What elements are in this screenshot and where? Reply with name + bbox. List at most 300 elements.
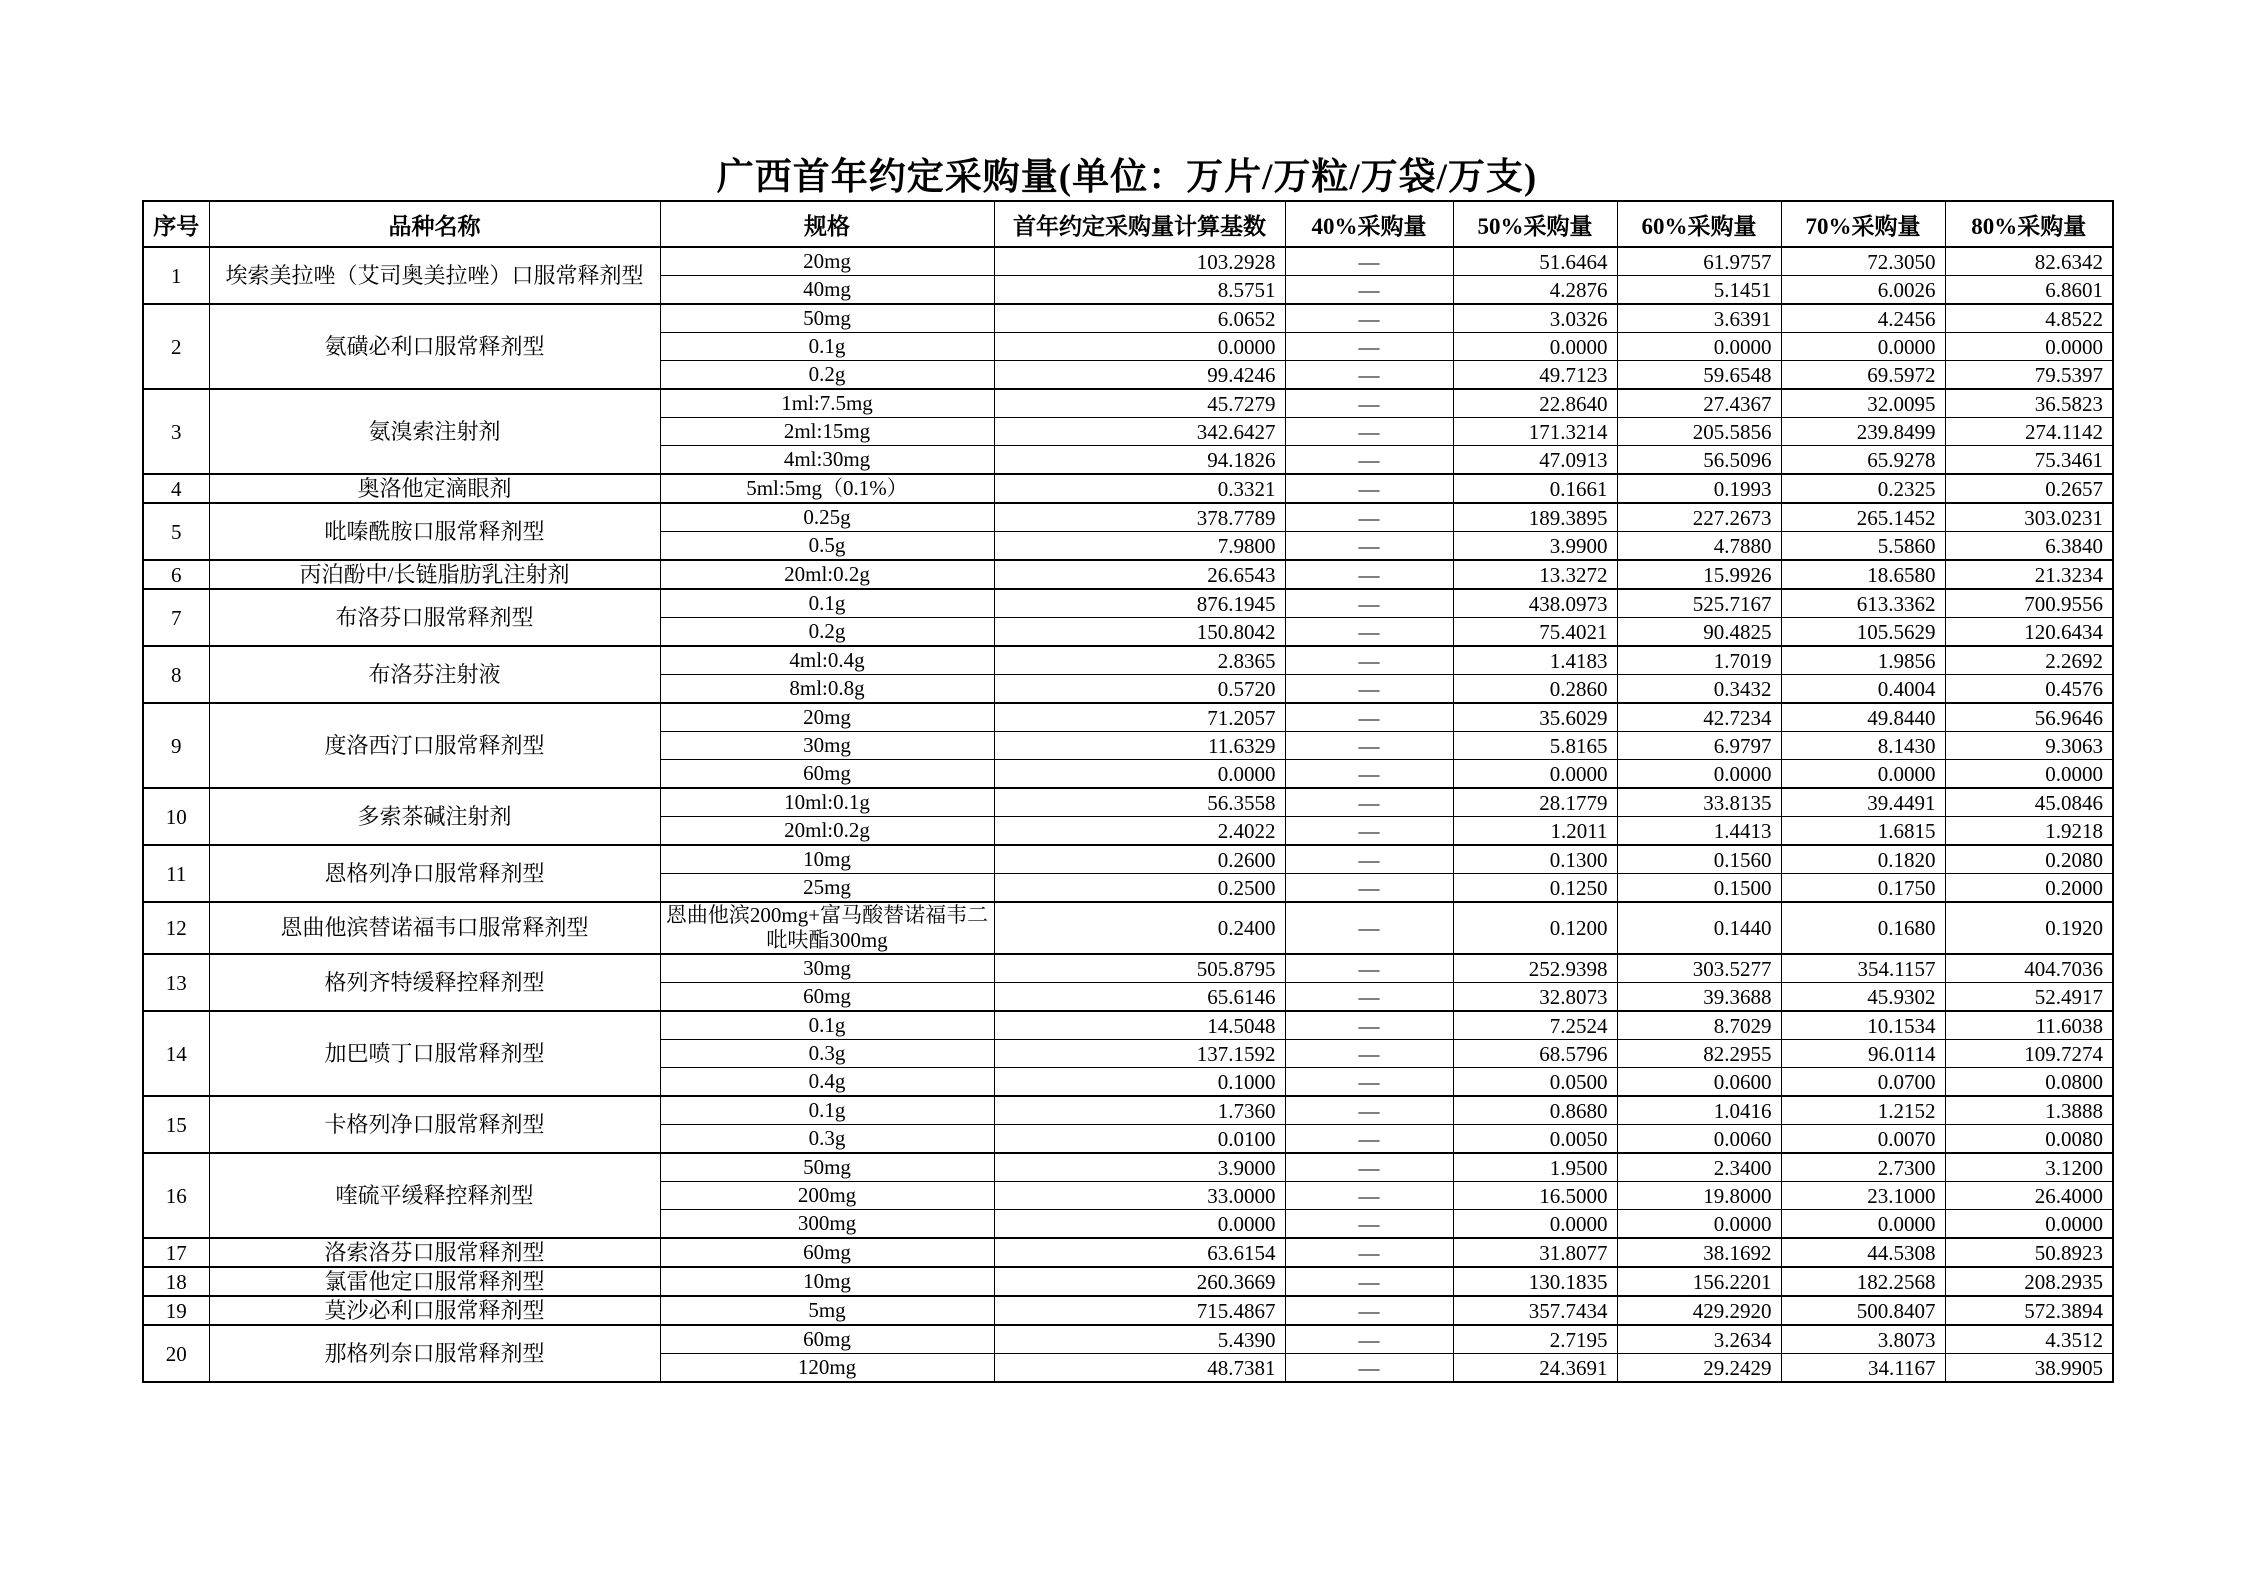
qty-50-cell: 28.1779 <box>1453 788 1617 817</box>
qty-50-cell: 7.2524 <box>1453 1011 1617 1040</box>
qty-40-cell: — <box>1285 1040 1453 1068</box>
serial-cell: 19 <box>143 1296 209 1325</box>
table-row <box>143 954 2113 983</box>
qty-70-cell: 49.8440 <box>1781 703 1945 732</box>
qty-40-cell: — <box>1285 845 1453 874</box>
product-name-cell: 布洛芬口服常释剂型 <box>209 589 660 646</box>
serial-cell: 3 <box>143 389 209 474</box>
base-quantity-cell: 2.8365 <box>994 646 1285 675</box>
spec-cell: 恩曲他滨200mg+富马酸替诺福韦二吡呋酯300mg <box>660 902 994 954</box>
base-quantity-cell: 11.6329 <box>994 732 1285 760</box>
qty-80-cell: 38.9905 <box>1945 1354 2113 1383</box>
spec-cell: 60mg <box>660 1325 994 1354</box>
spec-cell: 0.1g <box>660 1011 994 1040</box>
serial-cell: 15 <box>143 1096 209 1153</box>
qty-50-cell: 13.3272 <box>1453 560 1617 589</box>
product-name-cell: 卡格列净口服常释剂型 <box>209 1096 660 1153</box>
table-body <box>143 247 2113 1382</box>
spec-cell: 20ml:0.2g <box>660 817 994 846</box>
qty-70-cell: 96.0114 <box>1781 1040 1945 1068</box>
qty-70-cell: 0.0000 <box>1781 760 1945 789</box>
qty-40-cell: — <box>1285 503 1453 532</box>
qty-50-cell: 0.0000 <box>1453 333 1617 361</box>
spec-cell: 30mg <box>660 732 994 760</box>
spec-cell: 1ml:7.5mg <box>660 389 994 418</box>
table-row <box>143 1153 2113 1182</box>
table-row <box>143 646 2113 675</box>
serial-cell: 10 <box>143 788 209 845</box>
qty-80-cell: 45.0846 <box>1945 788 2113 817</box>
serial-cell: 5 <box>143 503 209 560</box>
table-header <box>143 201 2113 247</box>
qty-70-cell: 0.0000 <box>1781 1210 1945 1239</box>
spec-cell: 0.1g <box>660 589 994 618</box>
qty-40-cell: — <box>1285 1210 1453 1239</box>
qty-50-cell: 49.7123 <box>1453 361 1617 390</box>
spec-cell: 0.3g <box>660 1125 994 1154</box>
qty-60-cell: 0.1500 <box>1617 874 1781 903</box>
qty-50-cell: 0.1300 <box>1453 845 1617 874</box>
qty-70-cell: 10.1534 <box>1781 1011 1945 1040</box>
qty-40-cell: — <box>1285 1354 1453 1383</box>
qty-60-cell: 90.4825 <box>1617 618 1781 647</box>
base-quantity-cell: 3.9000 <box>994 1153 1285 1182</box>
qty-60-cell: 156.2201 <box>1617 1267 1781 1296</box>
qty-70-cell: 613.3362 <box>1781 589 1945 618</box>
base-quantity-cell: 0.2500 <box>994 874 1285 903</box>
qty-50-cell: 189.3895 <box>1453 503 1617 532</box>
qty-60-cell: 5.1451 <box>1617 276 1781 305</box>
product-name-cell: 恩曲他滨替诺福韦口服常释剂型 <box>209 902 660 954</box>
qty-70-cell: 6.0026 <box>1781 276 1945 305</box>
qty-60-cell: 3.6391 <box>1617 304 1781 333</box>
product-name-cell: 奥洛他定滴眼剂 <box>209 474 660 503</box>
base-quantity-cell: 26.6543 <box>994 560 1285 589</box>
qty-80-cell: 109.7274 <box>1945 1040 2113 1068</box>
header-base-quantity: 首年约定采购量计算基数 <box>994 201 1285 247</box>
qty-50-cell: 51.6464 <box>1453 247 1617 276</box>
qty-80-cell: 0.0000 <box>1945 1210 2113 1239</box>
qty-80-cell: 0.1920 <box>1945 902 2113 954</box>
spec-cell: 20mg <box>660 703 994 732</box>
qty-40-cell: — <box>1285 703 1453 732</box>
qty-80-cell: 0.0800 <box>1945 1068 2113 1097</box>
base-quantity-cell: 0.0000 <box>994 1210 1285 1239</box>
product-name-cell: 莫沙必利口服常释剂型 <box>209 1296 660 1325</box>
serial-cell: 16 <box>143 1153 209 1238</box>
qty-40-cell: — <box>1285 1182 1453 1210</box>
qty-80-cell: 1.3888 <box>1945 1096 2113 1125</box>
qty-50-cell: 0.0050 <box>1453 1125 1617 1154</box>
header-80-percent: 80%采购量 <box>1945 201 2113 247</box>
qty-40-cell: — <box>1285 1125 1453 1154</box>
qty-60-cell: 2.3400 <box>1617 1153 1781 1182</box>
qty-50-cell: 0.2860 <box>1453 675 1617 704</box>
table-row <box>143 1011 2113 1040</box>
qty-70-cell: 0.1750 <box>1781 874 1945 903</box>
qty-60-cell: 0.0000 <box>1617 760 1781 789</box>
qty-60-cell: 525.7167 <box>1617 589 1781 618</box>
base-quantity-cell: 8.5751 <box>994 276 1285 305</box>
spec-cell: 60mg <box>660 983 994 1012</box>
base-quantity-cell: 378.7789 <box>994 503 1285 532</box>
spec-cell: 0.1g <box>660 333 994 361</box>
base-quantity-cell: 56.3558 <box>994 788 1285 817</box>
serial-cell: 14 <box>143 1011 209 1096</box>
page-title: 广西首年约定采购量(单位：万片/万粒/万袋/万支) <box>716 157 1538 198</box>
qty-60-cell: 29.2429 <box>1617 1354 1781 1383</box>
product-name-cell: 格列齐特缓释控释剂型 <box>209 954 660 1011</box>
spec-cell: 0.2g <box>660 361 994 390</box>
spec-cell: 200mg <box>660 1182 994 1210</box>
qty-70-cell: 45.9302 <box>1781 983 1945 1012</box>
table-row <box>143 703 2113 732</box>
spec-cell: 0.1g <box>660 1096 994 1125</box>
table-row <box>143 503 2113 532</box>
spec-cell: 8ml:0.8g <box>660 675 994 704</box>
base-quantity-cell: 342.6427 <box>994 418 1285 446</box>
table-row <box>143 788 2113 817</box>
qty-70-cell: 0.4004 <box>1781 675 1945 704</box>
spec-cell: 10mg <box>660 845 994 874</box>
qty-60-cell: 15.9926 <box>1617 560 1781 589</box>
qty-70-cell: 69.5972 <box>1781 361 1945 390</box>
qty-40-cell: — <box>1285 618 1453 647</box>
qty-40-cell: — <box>1285 389 1453 418</box>
qty-50-cell: 130.1835 <box>1453 1267 1617 1296</box>
qty-40-cell: — <box>1285 983 1453 1012</box>
qty-80-cell: 36.5823 <box>1945 389 2113 418</box>
spec-cell: 20mg <box>660 247 994 276</box>
qty-40-cell: — <box>1285 446 1453 475</box>
qty-60-cell: 4.7880 <box>1617 532 1781 561</box>
serial-cell: 7 <box>143 589 209 646</box>
table-row <box>143 1238 2113 1267</box>
base-quantity-cell: 6.0652 <box>994 304 1285 333</box>
qty-50-cell: 35.6029 <box>1453 703 1617 732</box>
base-quantity-cell: 45.7279 <box>994 389 1285 418</box>
qty-80-cell: 572.3894 <box>1945 1296 2113 1325</box>
qty-40-cell: — <box>1285 646 1453 675</box>
qty-50-cell: 0.1200 <box>1453 902 1617 954</box>
qty-80-cell: 6.8601 <box>1945 276 2113 305</box>
spec-cell: 0.2g <box>660 618 994 647</box>
qty-70-cell: 265.1452 <box>1781 503 1945 532</box>
qty-60-cell: 0.1560 <box>1617 845 1781 874</box>
qty-70-cell: 239.8499 <box>1781 418 1945 446</box>
qty-70-cell: 8.1430 <box>1781 732 1945 760</box>
qty-50-cell: 24.3691 <box>1453 1354 1617 1383</box>
spec-cell: 60mg <box>660 760 994 789</box>
spec-cell: 40mg <box>660 276 994 305</box>
spec-cell: 60mg <box>660 1238 994 1267</box>
serial-cell: 9 <box>143 703 209 788</box>
qty-70-cell: 32.0095 <box>1781 389 1945 418</box>
spec-cell: 5ml:5mg（0.1%） <box>660 474 994 503</box>
qty-60-cell: 1.7019 <box>1617 646 1781 675</box>
table-row <box>143 1325 2113 1354</box>
qty-80-cell: 6.3840 <box>1945 532 2113 561</box>
product-name-cell: 氨磺必利口服常释剂型 <box>209 304 660 389</box>
base-quantity-cell: 0.0000 <box>994 760 1285 789</box>
product-name-cell: 氯雷他定口服常释剂型 <box>209 1267 660 1296</box>
base-quantity-cell: 2.4022 <box>994 817 1285 846</box>
qty-50-cell: 357.7434 <box>1453 1296 1617 1325</box>
qty-40-cell: — <box>1285 1096 1453 1125</box>
qty-80-cell: 4.3512 <box>1945 1325 2113 1354</box>
qty-40-cell: — <box>1285 1296 1453 1325</box>
spec-cell: 10mg <box>660 1267 994 1296</box>
qty-70-cell: 39.4491 <box>1781 788 1945 817</box>
spec-cell: 4ml:30mg <box>660 446 994 475</box>
serial-cell: 20 <box>143 1325 209 1382</box>
spec-cell: 0.3g <box>660 1040 994 1068</box>
spec-cell: 30mg <box>660 954 994 983</box>
qty-40-cell: — <box>1285 732 1453 760</box>
qty-40-cell: — <box>1285 304 1453 333</box>
base-quantity-cell: 0.0100 <box>994 1125 1285 1154</box>
qty-70-cell: 0.1680 <box>1781 902 1945 954</box>
qty-80-cell: 0.2080 <box>1945 845 2113 874</box>
qty-40-cell: — <box>1285 418 1453 446</box>
qty-80-cell: 75.3461 <box>1945 446 2113 475</box>
spec-cell: 10ml:0.1g <box>660 788 994 817</box>
qty-40-cell: — <box>1285 1011 1453 1040</box>
base-quantity-cell: 94.1826 <box>994 446 1285 475</box>
header-serial: 序号 <box>143 201 209 247</box>
qty-70-cell: 0.0700 <box>1781 1068 1945 1097</box>
qty-40-cell: — <box>1285 589 1453 618</box>
qty-80-cell: 0.0080 <box>1945 1125 2113 1154</box>
base-quantity-cell: 65.6146 <box>994 983 1285 1012</box>
qty-80-cell: 56.9646 <box>1945 703 2113 732</box>
table-row <box>143 247 2113 276</box>
qty-50-cell: 0.0000 <box>1453 760 1617 789</box>
qty-40-cell: — <box>1285 760 1453 789</box>
product-name-cell: 那格列奈口服常释剂型 <box>209 1325 660 1382</box>
qty-60-cell: 0.0000 <box>1617 333 1781 361</box>
qty-60-cell: 303.5277 <box>1617 954 1781 983</box>
qty-40-cell: — <box>1285 474 1453 503</box>
base-quantity-cell: 150.8042 <box>994 618 1285 647</box>
serial-cell: 1 <box>143 247 209 304</box>
qty-50-cell: 32.8073 <box>1453 983 1617 1012</box>
product-name-cell: 加巴喷丁口服常释剂型 <box>209 1011 660 1096</box>
product-name-cell: 恩格列净口服常释剂型 <box>209 845 660 902</box>
qty-70-cell: 4.2456 <box>1781 304 1945 333</box>
spec-cell: 120mg <box>660 1354 994 1383</box>
qty-50-cell: 1.4183 <box>1453 646 1617 675</box>
qty-60-cell: 6.9797 <box>1617 732 1781 760</box>
qty-50-cell: 1.9500 <box>1453 1153 1617 1182</box>
qty-40-cell: — <box>1285 361 1453 390</box>
product-name-cell: 多索茶碱注射剂 <box>209 788 660 845</box>
qty-40-cell: — <box>1285 333 1453 361</box>
base-quantity-cell: 715.4867 <box>994 1296 1285 1325</box>
qty-50-cell: 75.4021 <box>1453 618 1617 647</box>
qty-70-cell: 18.6580 <box>1781 560 1945 589</box>
spec-cell: 0.25g <box>660 503 994 532</box>
qty-50-cell: 171.3214 <box>1453 418 1617 446</box>
qty-60-cell: 1.4413 <box>1617 817 1781 846</box>
qty-50-cell: 0.8680 <box>1453 1096 1617 1125</box>
qty-40-cell: — <box>1285 874 1453 903</box>
serial-cell: 13 <box>143 954 209 1011</box>
header-product-name: 品种名称 <box>209 201 660 247</box>
table-row <box>143 1296 2113 1325</box>
qty-40-cell: — <box>1285 1325 1453 1354</box>
qty-80-cell: 274.1142 <box>1945 418 2113 446</box>
qty-40-cell: — <box>1285 276 1453 305</box>
qty-60-cell: 56.5096 <box>1617 446 1781 475</box>
qty-40-cell: — <box>1285 1153 1453 1182</box>
table-row <box>143 389 2113 418</box>
qty-80-cell: 700.9556 <box>1945 589 2113 618</box>
spec-cell: 4ml:0.4g <box>660 646 994 675</box>
qty-40-cell: — <box>1285 1238 1453 1267</box>
table-row <box>143 474 2113 503</box>
qty-60-cell: 42.7234 <box>1617 703 1781 732</box>
serial-cell: 12 <box>143 902 209 954</box>
base-quantity-cell: 103.2928 <box>994 247 1285 276</box>
qty-80-cell: 0.2000 <box>1945 874 2113 903</box>
qty-50-cell: 252.9398 <box>1453 954 1617 983</box>
qty-60-cell: 0.0000 <box>1617 1210 1781 1239</box>
qty-50-cell: 5.8165 <box>1453 732 1617 760</box>
serial-cell: 11 <box>143 845 209 902</box>
qty-60-cell: 19.8000 <box>1617 1182 1781 1210</box>
qty-50-cell: 3.9900 <box>1453 532 1617 561</box>
qty-60-cell: 227.2673 <box>1617 503 1781 532</box>
qty-50-cell: 4.2876 <box>1453 276 1617 305</box>
spec-cell: 50mg <box>660 304 994 333</box>
base-quantity-cell: 0.0000 <box>994 333 1285 361</box>
qty-70-cell: 1.6815 <box>1781 817 1945 846</box>
base-quantity-cell: 0.2600 <box>994 845 1285 874</box>
qty-50-cell: 0.1661 <box>1453 474 1617 503</box>
qty-40-cell: — <box>1285 1267 1453 1296</box>
qty-80-cell: 82.6342 <box>1945 247 2113 276</box>
qty-70-cell: 0.1820 <box>1781 845 1945 874</box>
qty-40-cell: — <box>1285 788 1453 817</box>
qty-80-cell: 11.6038 <box>1945 1011 2113 1040</box>
qty-80-cell: 1.9218 <box>1945 817 2113 846</box>
header-60-percent: 60%采购量 <box>1617 201 1781 247</box>
qty-40-cell: — <box>1285 902 1453 954</box>
qty-70-cell: 105.5629 <box>1781 618 1945 647</box>
qty-80-cell: 50.8923 <box>1945 1238 2113 1267</box>
table-header-row <box>143 201 2113 247</box>
qty-50-cell: 0.0500 <box>1453 1068 1617 1097</box>
qty-80-cell: 0.4576 <box>1945 675 2113 704</box>
qty-80-cell: 4.8522 <box>1945 304 2113 333</box>
qty-60-cell: 39.3688 <box>1617 983 1781 1012</box>
product-name-cell: 布洛芬注射液 <box>209 646 660 703</box>
qty-80-cell: 26.4000 <box>1945 1182 2113 1210</box>
qty-50-cell: 47.0913 <box>1453 446 1617 475</box>
qty-60-cell: 59.6548 <box>1617 361 1781 390</box>
table-row <box>143 1096 2113 1125</box>
base-quantity-cell: 137.1592 <box>994 1040 1285 1068</box>
base-quantity-cell: 0.3321 <box>994 474 1285 503</box>
base-quantity-cell: 0.1000 <box>994 1068 1285 1097</box>
header-spec: 规格 <box>660 201 994 247</box>
qty-70-cell: 0.0000 <box>1781 333 1945 361</box>
qty-60-cell: 0.0060 <box>1617 1125 1781 1154</box>
base-quantity-cell: 99.4246 <box>994 361 1285 390</box>
qty-50-cell: 3.0326 <box>1453 304 1617 333</box>
product-name-cell: 氨溴索注射剂 <box>209 389 660 474</box>
qty-70-cell: 500.8407 <box>1781 1296 1945 1325</box>
qty-70-cell: 2.7300 <box>1781 1153 1945 1182</box>
qty-70-cell: 44.5308 <box>1781 1238 1945 1267</box>
qty-60-cell: 8.7029 <box>1617 1011 1781 1040</box>
spec-cell: 0.5g <box>660 532 994 561</box>
qty-40-cell: — <box>1285 817 1453 846</box>
qty-60-cell: 1.0416 <box>1617 1096 1781 1125</box>
base-quantity-cell: 505.8795 <box>994 954 1285 983</box>
serial-cell: 4 <box>143 474 209 503</box>
table-row <box>143 1267 2113 1296</box>
qty-80-cell: 404.7036 <box>1945 954 2113 983</box>
procurement-table <box>142 200 2114 1383</box>
qty-70-cell: 5.5860 <box>1781 532 1945 561</box>
qty-80-cell: 0.0000 <box>1945 333 2113 361</box>
base-quantity-cell: 71.2057 <box>994 703 1285 732</box>
header-50-percent: 50%采购量 <box>1453 201 1617 247</box>
qty-50-cell: 22.8640 <box>1453 389 1617 418</box>
qty-40-cell: — <box>1285 532 1453 561</box>
base-quantity-cell: 876.1945 <box>994 589 1285 618</box>
qty-80-cell: 21.3234 <box>1945 560 2113 589</box>
qty-60-cell: 0.0600 <box>1617 1068 1781 1097</box>
serial-cell: 17 <box>143 1238 209 1267</box>
product-name-cell: 吡嗪酰胺口服常释剂型 <box>209 503 660 560</box>
table-row <box>143 589 2113 618</box>
qty-40-cell: — <box>1285 247 1453 276</box>
base-quantity-cell: 260.3669 <box>994 1267 1285 1296</box>
qty-50-cell: 0.0000 <box>1453 1210 1617 1239</box>
qty-80-cell: 9.3063 <box>1945 732 2113 760</box>
qty-60-cell: 0.1993 <box>1617 474 1781 503</box>
spec-cell: 0.4g <box>660 1068 994 1097</box>
base-quantity-cell: 63.6154 <box>994 1238 1285 1267</box>
qty-60-cell: 429.2920 <box>1617 1296 1781 1325</box>
base-quantity-cell: 1.7360 <box>994 1096 1285 1125</box>
qty-60-cell: 205.5856 <box>1617 418 1781 446</box>
table-row <box>143 560 2113 589</box>
spec-cell: 20ml:0.2g <box>660 560 994 589</box>
qty-70-cell: 65.9278 <box>1781 446 1945 475</box>
spec-cell: 2ml:15mg <box>660 418 994 446</box>
qty-70-cell: 182.2568 <box>1781 1267 1945 1296</box>
qty-60-cell: 0.1440 <box>1617 902 1781 954</box>
base-quantity-cell: 33.0000 <box>994 1182 1285 1210</box>
qty-70-cell: 1.2152 <box>1781 1096 1945 1125</box>
qty-60-cell: 61.9757 <box>1617 247 1781 276</box>
qty-80-cell: 120.6434 <box>1945 618 2113 647</box>
spec-cell: 25mg <box>660 874 994 903</box>
product-name-cell: 洛索洛芬口服常释剂型 <box>209 1238 660 1267</box>
qty-70-cell: 354.1157 <box>1781 954 1945 983</box>
product-name-cell: 喹硫平缓释控释剂型 <box>209 1153 660 1238</box>
qty-60-cell: 33.8135 <box>1617 788 1781 817</box>
spec-cell: 300mg <box>660 1210 994 1239</box>
qty-60-cell: 27.4367 <box>1617 389 1781 418</box>
base-quantity-cell: 14.5048 <box>994 1011 1285 1040</box>
qty-70-cell: 34.1167 <box>1781 1354 1945 1383</box>
qty-60-cell: 0.3432 <box>1617 675 1781 704</box>
